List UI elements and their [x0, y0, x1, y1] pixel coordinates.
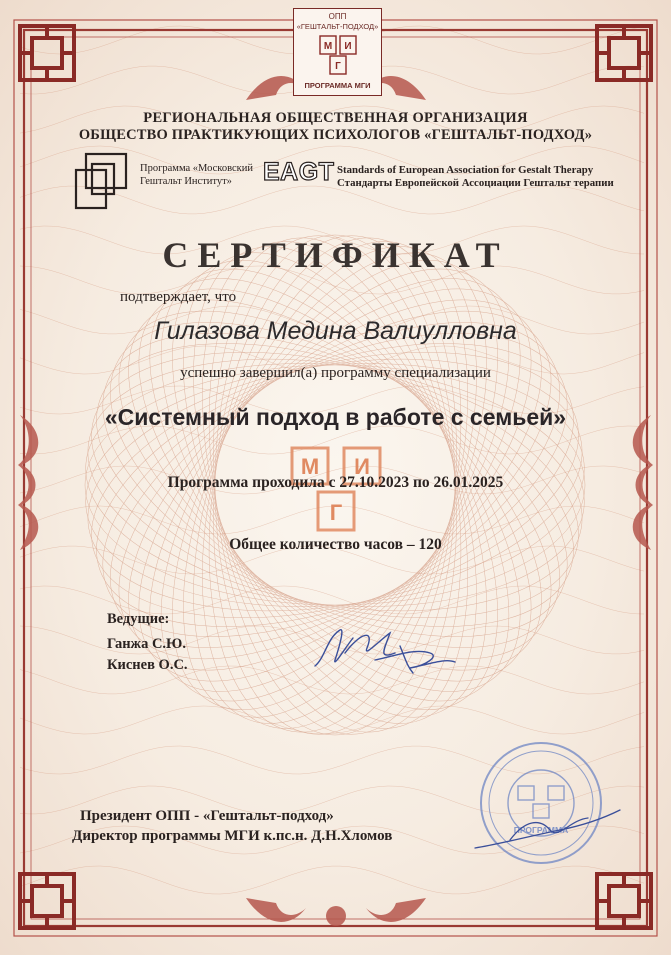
recipient-name: Гилазова Медина Валиулловна	[154, 317, 517, 345]
gi-line-1: Программа «Московский	[140, 163, 254, 174]
eagt-text	[337, 164, 614, 190]
corner-ornament-top-right	[593, 22, 655, 84]
eagt-logo: EAGT	[263, 158, 335, 186]
logo-gestalt-text: «ГЕШТАЛЬТ-ПОДХОД»	[296, 22, 379, 31]
logo-letter-i: И	[344, 41, 352, 52]
organization-line-1: РЕГИОНАЛЬНАЯ ОБЩЕСТВЕННАЯ ОРГАНИЗАЦИЯ	[143, 110, 528, 126]
bottom-ornament	[236, 890, 436, 938]
host-2: Киснев О.С.	[107, 657, 188, 673]
logo-opp-text: ОПП	[328, 12, 347, 21]
mgi-cross-icon	[318, 34, 358, 78]
center-letter-g: Г	[329, 500, 343, 525]
host-1: Ганжа С.Ю.	[107, 636, 186, 652]
guilloche-wave	[20, 706, 644, 734]
corner-ornament-top-left	[16, 22, 78, 84]
corner-ornament-bottom-right	[593, 870, 655, 932]
gestalt-institute-logo	[72, 150, 134, 212]
logo-letter-g: Г	[335, 61, 341, 72]
program-title: «Системный подход в работе с семьей»	[104, 404, 567, 430]
eagt-line-2: Стандарты Европейской Ассоциации Гештальт терапии	[337, 177, 614, 189]
hosts-label: Ведущие:	[107, 611, 170, 627]
gi-line-2: Гештальт Институт»	[140, 176, 232, 187]
corner-ornament-bottom-left	[16, 870, 78, 932]
hosts-signature	[305, 618, 470, 683]
center-letter-i: И	[354, 454, 370, 479]
opp-mgi-logo	[293, 8, 382, 96]
director-title: Директор программы МГИ к.пс.н. Д.Н.Хломов	[72, 828, 393, 844]
logo-letter-m: М	[323, 41, 333, 52]
organization-line-2: ОБЩЕСТВО ПРАКТИКУЮЩИХ ПСИХОЛОГОВ «ГЕШТАЛЬТ-ПОДХОД»	[78, 127, 593, 143]
certificate-title: СЕРТИФИКАТ	[162, 235, 509, 275]
program-dates: Программа проходила с 27.10.2023 по 26.01.2025	[167, 474, 504, 491]
logo-program-text: ПРОГРАММА МГИ	[304, 81, 371, 90]
eagt-line-1: Standards of European Association for Gestalt Therapy	[337, 164, 594, 176]
stamp-label: ПРОГРАММА	[513, 825, 569, 835]
president-title: Президент ОПП - «Гештальт-подход»	[80, 808, 334, 824]
completed-text: успешно завершил(а) программу специализации	[180, 365, 491, 381]
total-hours: Общее количество часов – 120	[229, 536, 442, 553]
center-letter-m: М	[300, 454, 320, 479]
director-signature	[470, 800, 630, 855]
confirms-text: подтверждает, что	[120, 289, 237, 305]
gestalt-institute-text	[140, 162, 253, 188]
